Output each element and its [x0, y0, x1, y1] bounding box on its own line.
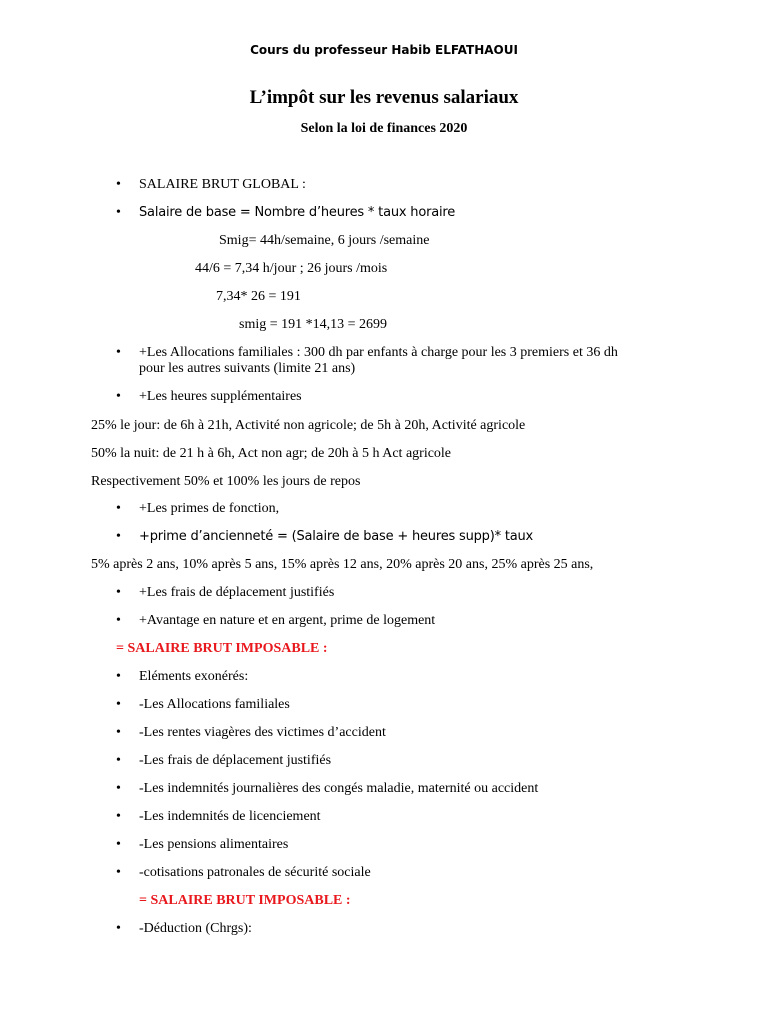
smig-calc-line-1: Smig= 44h/semaine, 6 jours /semaine [219, 233, 430, 248]
list-item-salaire-brut-global: SALAIRE BRUT GLOBAL : [139, 177, 306, 192]
list-item-heures-supp: +Les heures supplémentaires [139, 389, 302, 404]
bullet-marker: • [116, 501, 121, 516]
page-header: Cours du professeur Habib ELFATHAOUI [250, 43, 518, 57]
bullet-marker: • [116, 781, 121, 796]
bullet-marker: • [116, 865, 121, 880]
smig-calc-line-3: 7,34* 26 = 191 [216, 289, 301, 304]
bullet-marker: • [116, 809, 121, 824]
paragraph-taux-anciennete: 5% après 2 ans, 10% après 5 ans, 15% après 12 ans, 20% après 20 ans, 25% après 25 ans, [91, 557, 594, 572]
list-item-exo-cotisations: -cotisations patronales de sécurité sociale [139, 865, 371, 880]
heading-salaire-brut-imposable-2: = SALAIRE BRUT IMPOSABLE : [139, 893, 351, 908]
list-item-avantage-nature: +Avantage en nature et en argent, prime de logement [139, 613, 436, 628]
list-item-exo-indemnites-journalieres: -Les indemnités journalières des congés maladie, maternité ou accident [139, 781, 539, 796]
smig-calc-line-2: 44/6 = 7,34 h/jour ; 26 jours /mois [195, 261, 388, 276]
bullet-marker: • [116, 585, 121, 600]
bullet-marker: • [116, 205, 121, 220]
bullet-marker: • [116, 529, 121, 544]
list-item-exo-pensions: -Les pensions alimentaires [139, 837, 289, 852]
bullet-marker: • [116, 725, 121, 740]
list-item-prime-anciennete: +prime d’ancienneté = (Salaire de base + heures supp)* taux [139, 529, 534, 544]
list-item-primes-fonction: +Les primes de fonction, [139, 501, 280, 516]
list-item-allocations-line-1: +Les Allocations familiales : 300 dh par enfants à charge pour les 3 premiers et 36 dh [139, 345, 618, 360]
bullet-marker: • [116, 921, 121, 936]
list-item-exo-allocations: -Les Allocations familiales [139, 697, 290, 712]
bullet-marker: • [116, 753, 121, 768]
list-item-exo-licenciement: -Les indemnités de licenciement [139, 809, 321, 824]
bullet-marker: • [116, 345, 121, 360]
bullet-marker: • [116, 669, 121, 684]
paragraph-jours-repos: Respectivement 50% et 100% les jours de repos [91, 474, 361, 489]
document-title: L’impôt sur les revenus salariaux [249, 87, 519, 108]
paragraph-taux-nuit: 50% la nuit: de 21 h à 6h, Act non agr; de 20h à 5 h Act agricole [91, 446, 452, 461]
list-item-deduction: -Déduction (Chrgs): [139, 921, 252, 936]
list-item-exo-rentes: -Les rentes viagères des victimes d’accident [139, 725, 386, 740]
bullet-marker: • [116, 697, 121, 712]
list-item-frais-deplacement: +Les frais de déplacement justifiés [139, 585, 335, 600]
smig-calc-line-4: smig = 191 *14,13 = 2699 [239, 317, 388, 332]
list-item-elements-exoneres: Eléments exonérés: [139, 669, 249, 684]
paragraph-taux-jour: 25% le jour: de 6h à 21h, Activité non agricole; de 5h à 20h, Activité agricole [91, 418, 526, 433]
list-item-salaire-de-base: Salaire de base = Nombre d’heures * taux horaire [139, 205, 456, 220]
document-subtitle: Selon la loi de finances 2020 [300, 121, 468, 136]
list-item-exo-frais: -Les frais de déplacement justifiés [139, 753, 332, 768]
list-item-allocations-line-2: pour les autres suivants (limite 21 ans) [139, 361, 356, 376]
bullet-marker: • [116, 177, 121, 192]
bullet-marker: • [116, 389, 121, 404]
heading-salaire-brut-imposable: = SALAIRE BRUT IMPOSABLE : [116, 641, 328, 656]
bullet-marker: • [116, 837, 121, 852]
bullet-marker: • [116, 613, 121, 628]
